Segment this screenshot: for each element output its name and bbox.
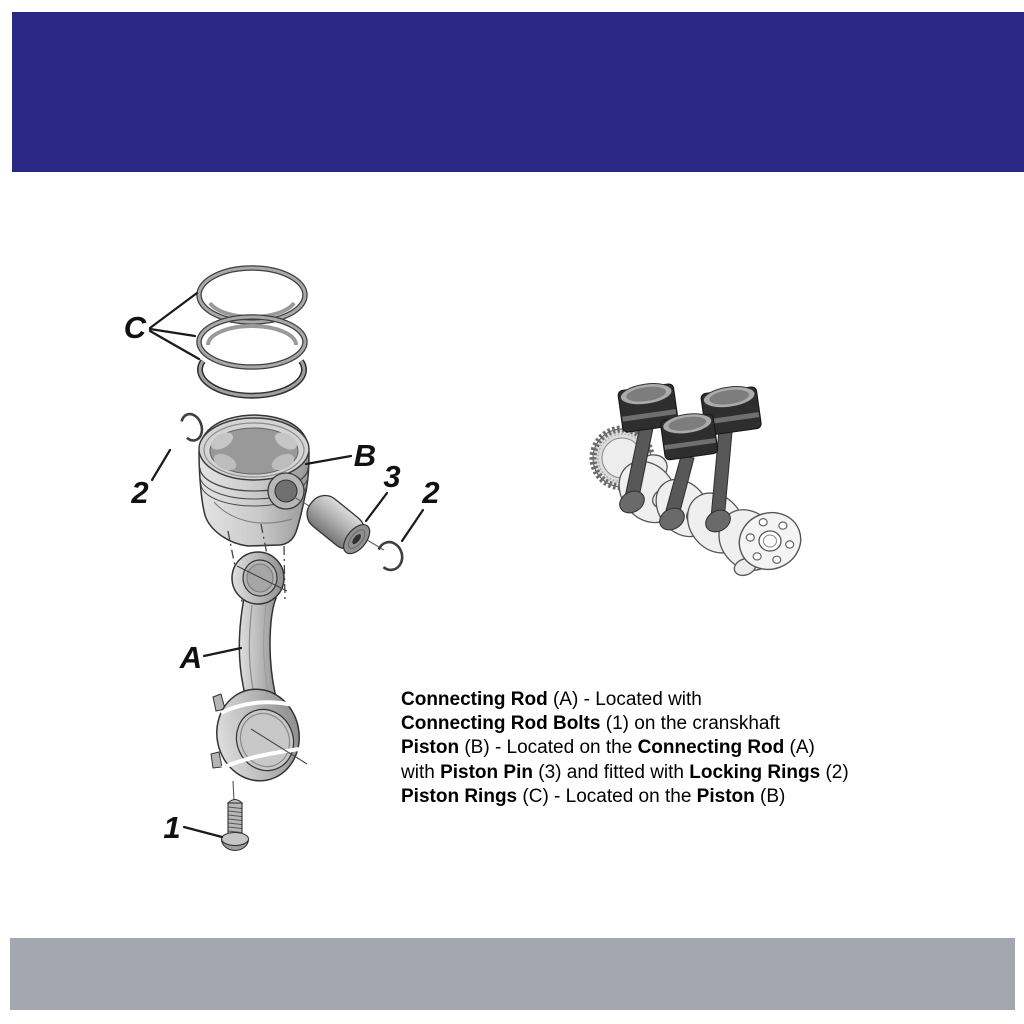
description-line: with Piston Pin (3) and fitted with Locking Rings (2) bbox=[401, 761, 849, 783]
label-locking-ring-left: 2 bbox=[131, 475, 149, 510]
label-piston-rings: C bbox=[123, 310, 147, 345]
piston-pin-illustration bbox=[301, 489, 375, 559]
crankshaft-assembly-illustration bbox=[593, 380, 809, 582]
callout-locking-ring-left bbox=[130, 450, 170, 510]
label-piston: B bbox=[353, 438, 377, 473]
locking-ring-left-illustration bbox=[180, 411, 205, 442]
connecting-rod-illustration bbox=[208, 552, 307, 789]
label-piston-pin: 3 bbox=[383, 459, 401, 494]
description-line: Piston Rings (C) - Located on the Piston (B) bbox=[401, 785, 786, 807]
callout-locking-ring-right bbox=[402, 475, 440, 541]
piston-rings-illustration bbox=[199, 268, 305, 396]
callout-rod-bolt bbox=[163, 810, 222, 845]
label-locking-ring-right: 2 bbox=[422, 475, 440, 510]
rod-bolt-illustration bbox=[222, 781, 249, 851]
bottom-banner-bar bbox=[10, 938, 1015, 1010]
label-rod-bolt: 1 bbox=[163, 810, 181, 845]
description-line: Connecting Rod Bolts (1) on the cranskhaft bbox=[401, 713, 781, 735]
label-connecting-rod: A bbox=[179, 640, 203, 675]
description-line: Connecting Rod (A) - Located with bbox=[401, 689, 702, 710]
piston-illustration bbox=[199, 415, 309, 546]
callout-piston bbox=[306, 438, 376, 473]
callout-piston-rings bbox=[124, 293, 199, 359]
callout-connecting-rod bbox=[179, 640, 241, 675]
description-line: Piston (B) - Located on the Connecting Rod (A) bbox=[401, 737, 815, 759]
locking-ring-right-illustration bbox=[377, 539, 405, 572]
parts-description bbox=[401, 688, 891, 809]
